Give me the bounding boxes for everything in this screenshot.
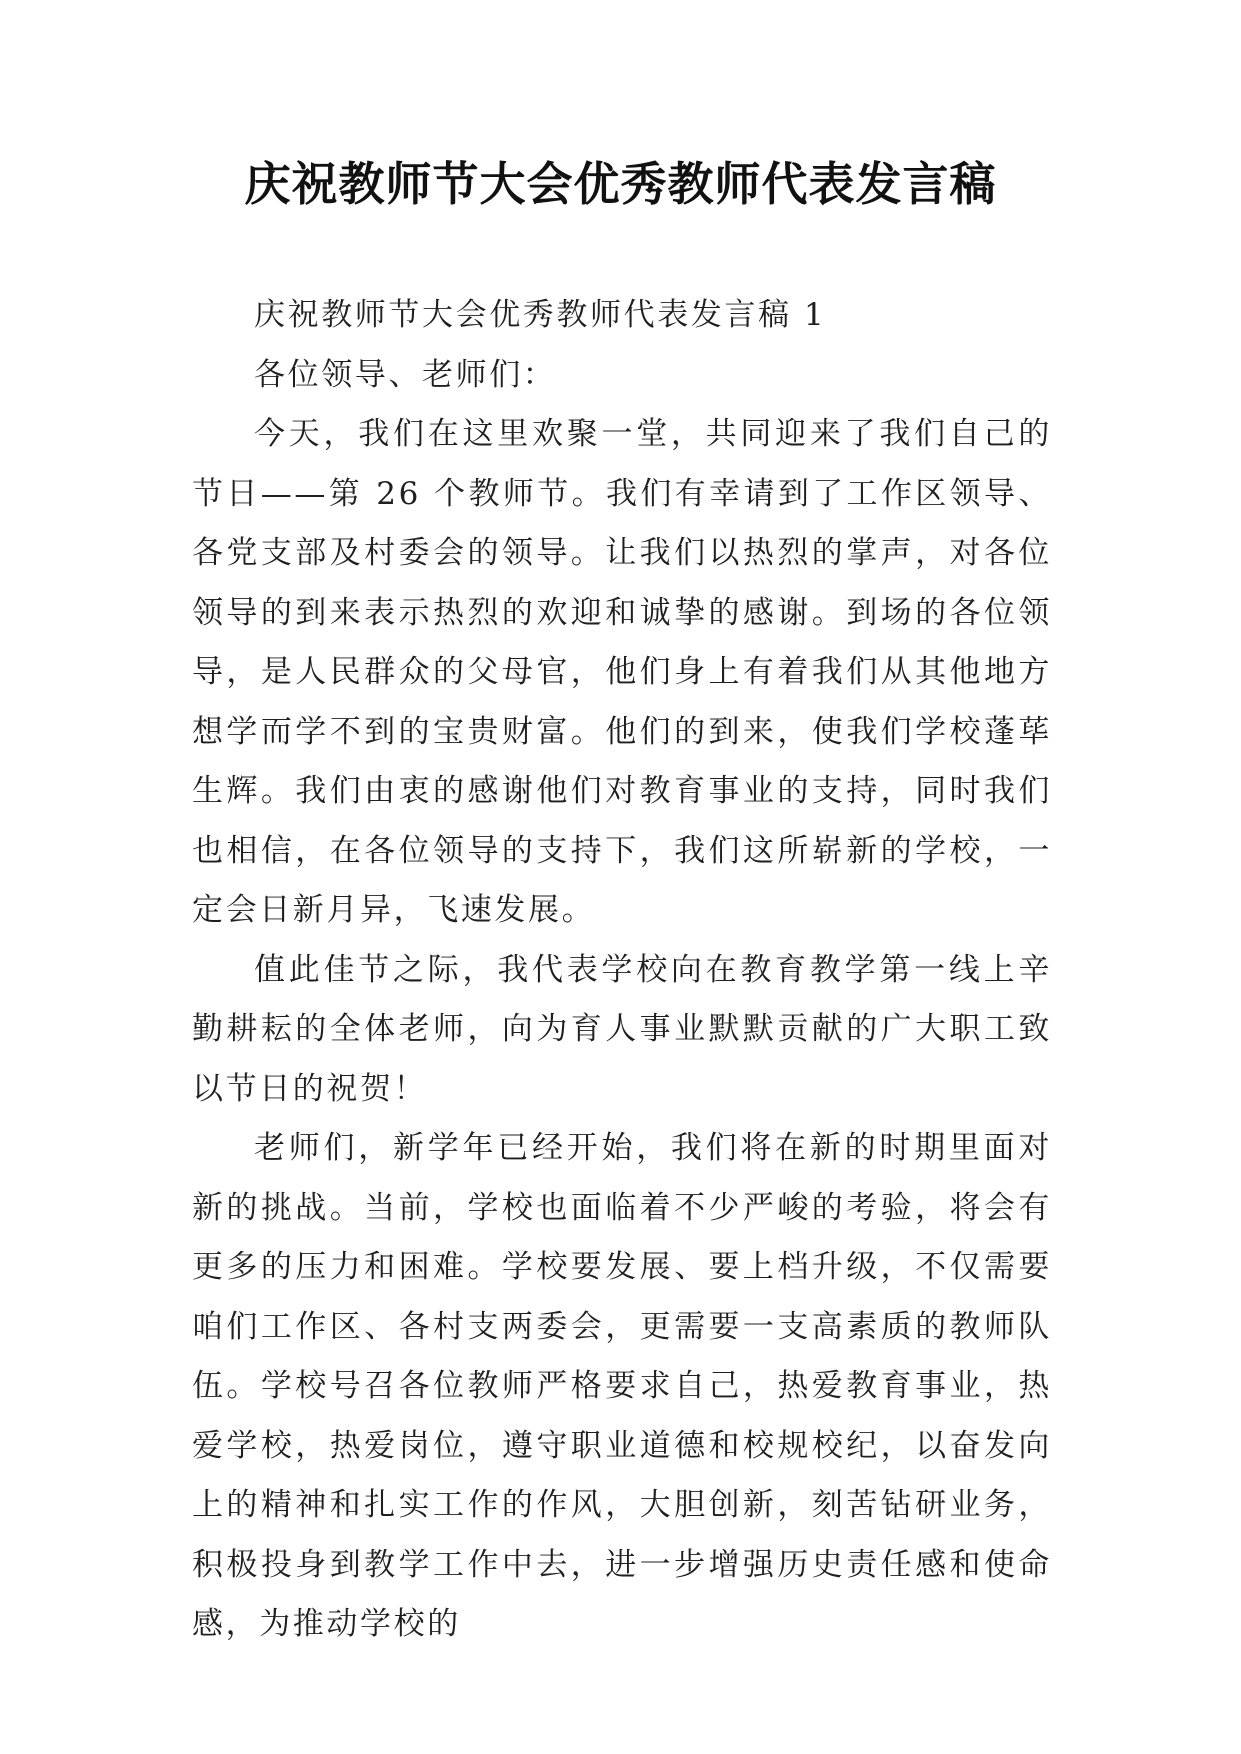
paragraph-welcome: 今天，我们在这里欢聚一堂，共同迎来了我们自己的节日——第 26 个教师节。我们有幸请到了工作区领导、各党支部及村委会的领导。让我们以热烈的掌声，对各位领导的到来表示热烈的欢迎和诚挚的感谢。到场的各位领导，是人民群众的父母官，他们身上有着我们从其他地方想学而学不到的宝贵财富。他们的到来，使我们学校蓬荜生辉。我们由衷的感谢他们对教育事业的支持，同时我们也相信，在各位领导的支持下，我们这所崭新的学校，一定会日新月异，飞速发展。 [192, 416, 1052, 928]
paragraph-challenges: 老师们，新学年已经开始，我们将在新的时期里面对新的挑战。当前，学校也面临着不少严峻的考验，将会有更多的压力和困难。学校要发展、要上档升级，不仅需要咱们工作区、各村支两委会，更需要一支高素质的教师队伍。学校号召各位教师严格要求自己，热爱教育事业，热爱学校，热爱岗位，遵守职业道德和校规校纪，以奋发向上的精神和扎实工作的作风，大胆创新，刻苦钻研业务，积极投身到教学工作中去，进一步增强历史责任感和使命感，为推动学校的 [192, 1130, 1052, 1642]
document-body [192, 286, 1052, 1655]
paragraph-greetings: 值此佳节之际，我代表学校向在教育教学第一线上辛勤耕耘的全体老师，向为育人事业默默贡献的广大职工致以节日的祝贺！ [192, 951, 1052, 1107]
salutation: 各位领导、老师们： [254, 356, 557, 393]
document-title: 庆祝教师节大会优秀教师代表发言稿 [244, 157, 997, 211]
speech-heading: 庆祝教师节大会优秀教师代表发言稿 1 [254, 297, 827, 333]
